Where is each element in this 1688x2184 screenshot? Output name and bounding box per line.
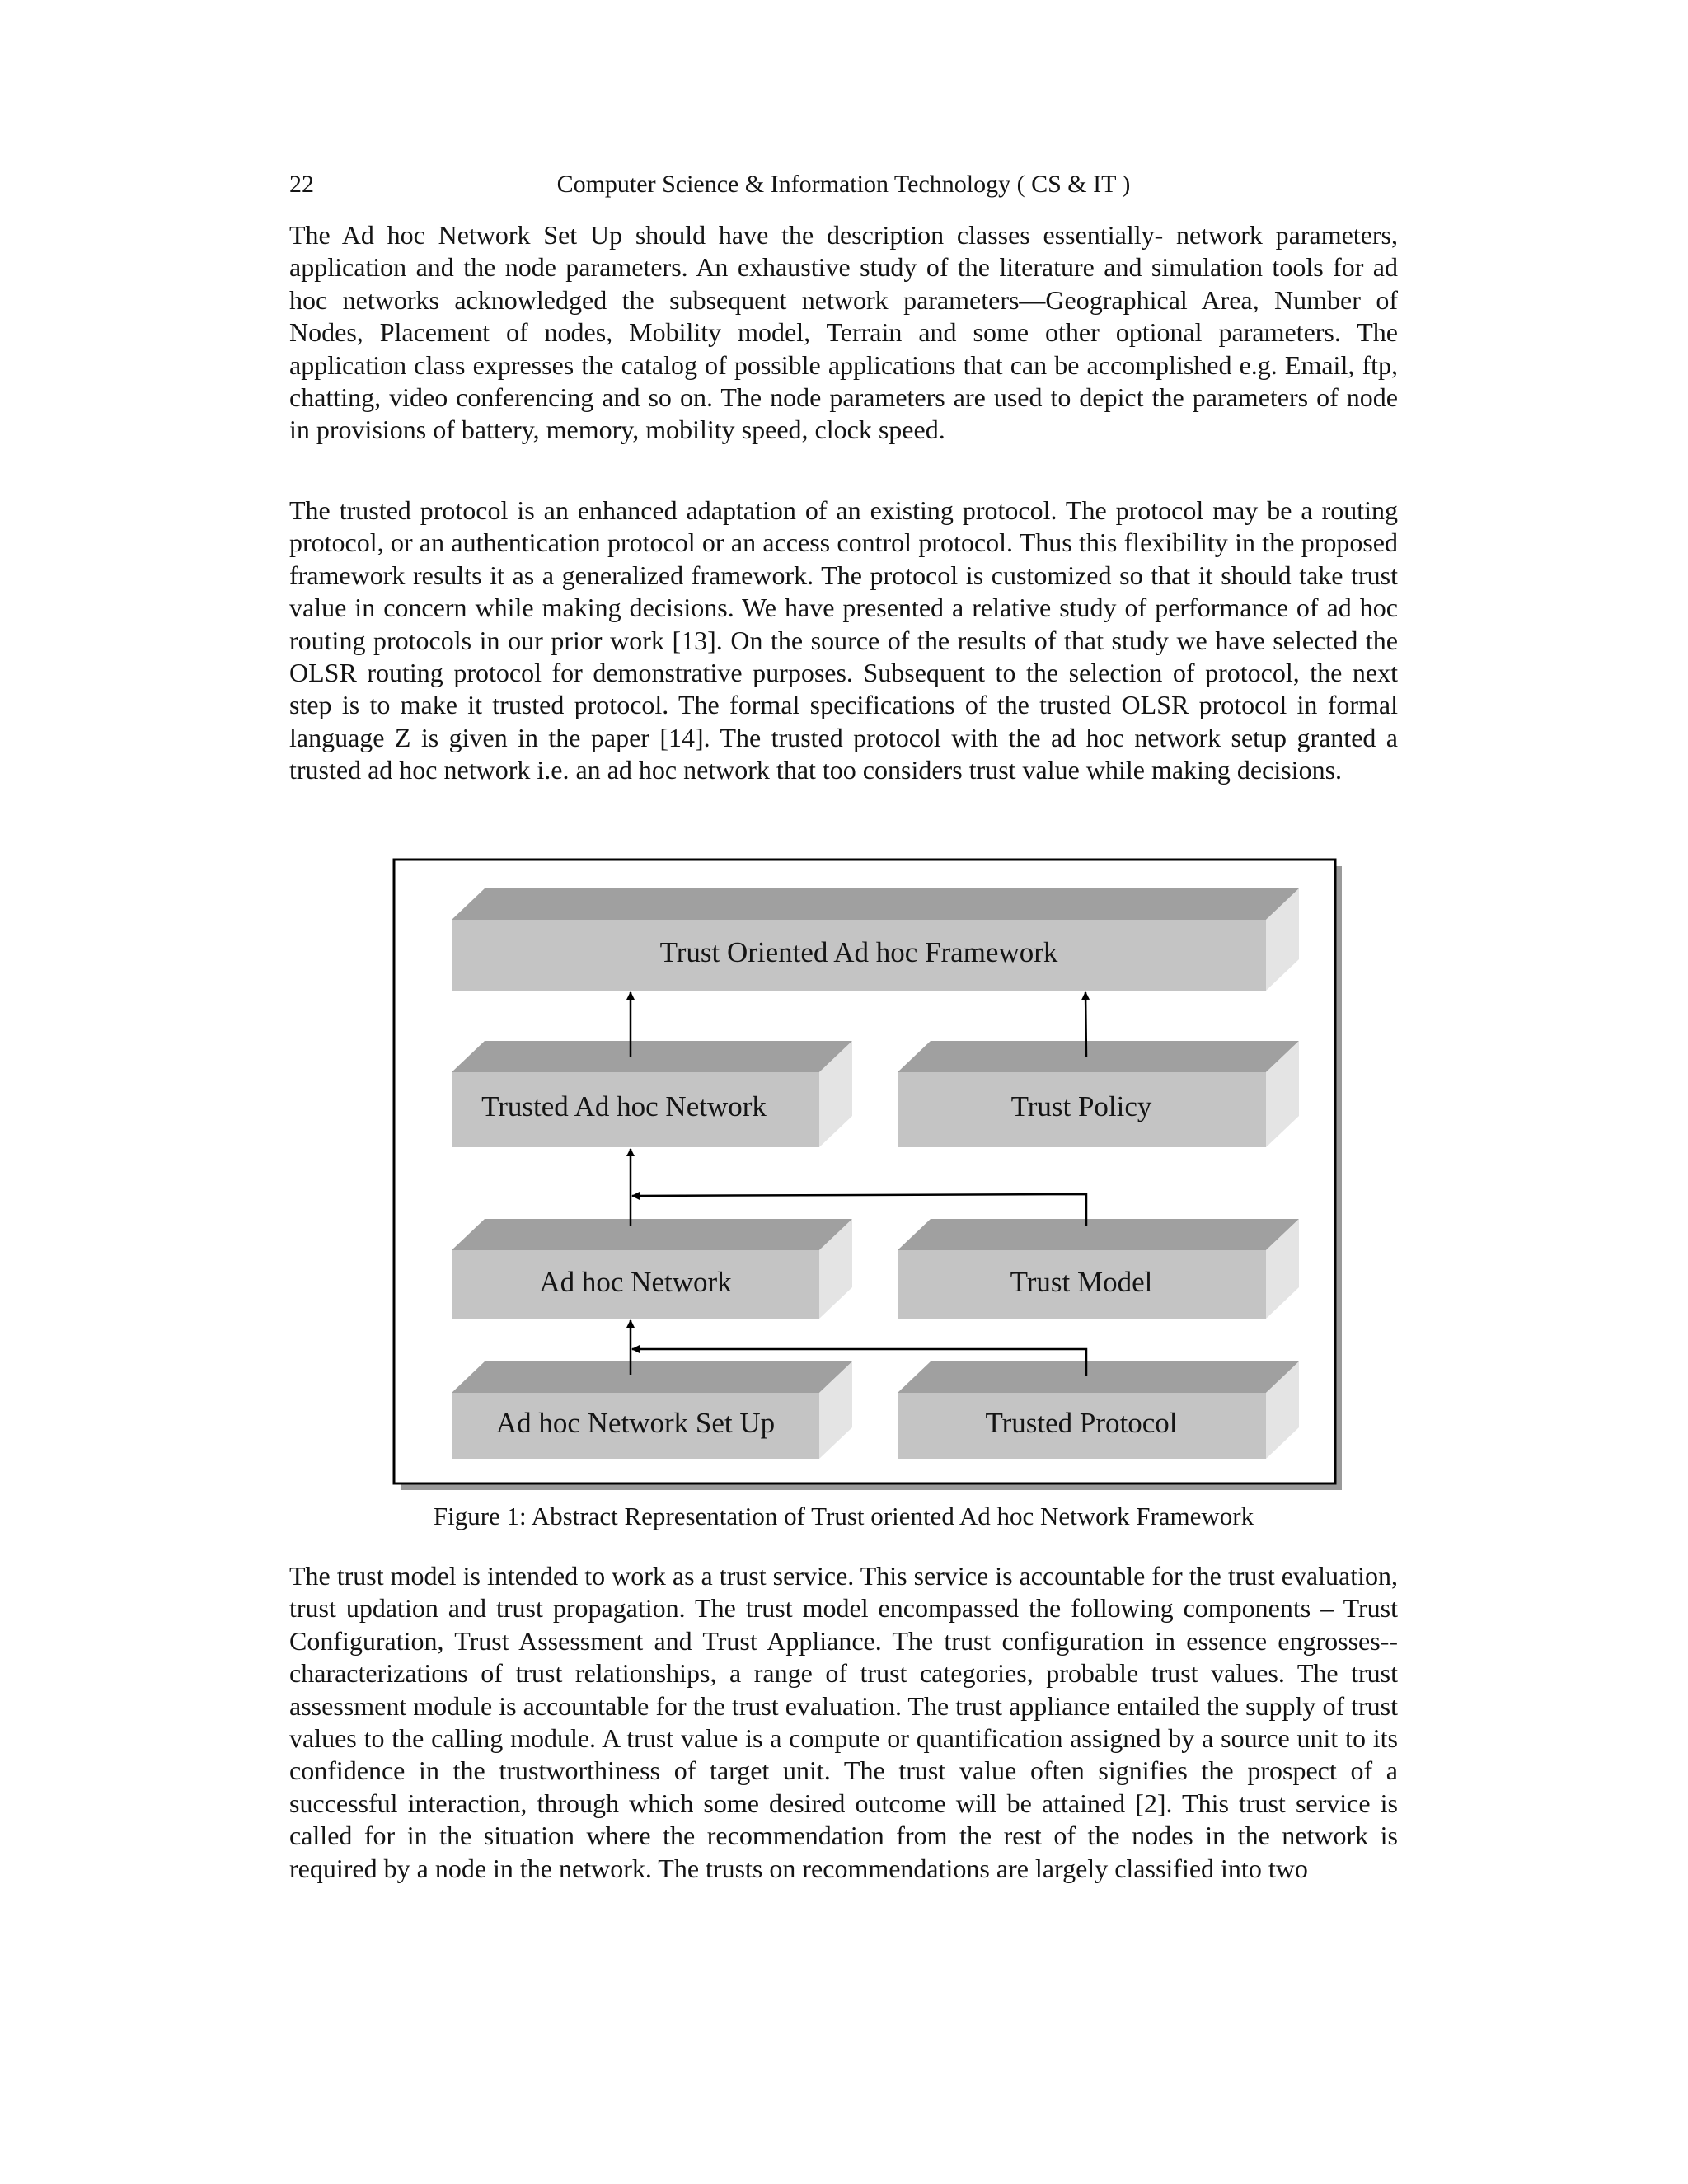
paragraph-trusted-protocol: The trusted protocol is an enhanced adaptation of an existing protocol. The protocol may be a routing protocol, or an authentication protocol or an access control protocol. Thus this flexibility in the proposed framework results it as a generalized framework. The protocol is customized so that it should take trust value in concern while making decisions. We have presented a relative study of performance of ad hoc routing protocols in our prior work [13]. On the source of the results of that study we have selected the OLSR routing protocol for demonstrative purposes. Subsequent to the selection of protocol, the next step is to make it trusted protocol. The formal specifications of the trusted OLSR protocol in formal language Z is given in the paper [14]. The trusted protocol with the ad hoc network setup granted a trusted ad hoc network i.e. an ad hoc network that too considers trust value while making decisions. — [289, 495, 1398, 785]
box-trust-policy — [898, 1041, 1299, 1147]
box-top-face — [898, 1219, 1299, 1250]
box-trusted-protocol — [898, 1361, 1299, 1459]
box-top-face — [452, 1361, 852, 1393]
box-label-adhoc-network: Ad hoc Network — [539, 1266, 732, 1299]
figure-caption: Figure 1: Abstract Representation of Trust oriented Ad hoc Network Framework — [433, 1502, 1254, 1530]
box-label-network-setup: Ad hoc Network Set Up — [495, 1407, 776, 1440]
box-label-framework: Trust Oriented Ad hoc Framework — [659, 936, 1058, 969]
arrow-trust-policy-to-framework — [1085, 992, 1086, 1057]
box-label-trust-model: Trust Model — [1010, 1266, 1153, 1299]
paragraph-network-setup: The Ad hoc Network Set Up should have the description classes essentially- network parameters, application and the node parameters. An exhaustive study of the literature and simulation tools for ad hoc networks acknowledged the subsequent network parameters—Geographical Area, Number of Nodes, Placement of nodes, Mobility model, Terrain and some other optional parameters. The application class expresses the catalog of possible applications that can be accomplished e.g. Email, ftp, chatting, video conferencing and so on. The node parameters are used to depict the parameters of node in provisions of battery, memory, mobility speed, clock speed. — [289, 220, 1398, 445]
box-trusted-adhoc-network — [452, 1041, 852, 1147]
box-label-trust-policy: Trust Policy — [1010, 1090, 1152, 1123]
box-top-face — [452, 1219, 852, 1250]
box-trust-oriented-framework — [452, 888, 1299, 991]
paragraph-trust-model: The trust model is intended to work as a trust service. This service is accountable for the trust evaluation, trust updation and trust propagation. The trust model encompassed the following components – Trust Configuration, Trust Assessment and Trust Appliance. The trust configuration in essence engrosses-- characterizations of trust relationships, a range of trust categories, probable trust values. The trust assessment module is accountable for the trust evaluation. The trust appliance entailed the supply of trust values to the calling module. A trust value is a compute or quantification assigned by a source unit to its confidence in the trustworthiness of target unit. The trust value often signifies the prospect of a successful interaction, through which some desired outcome will be attained [2]. This trust service is called for in the situation where the recommendation from the rest of the nodes in the network is required by a node in the network. The trusts on recommendations are largely classified into two — [289, 1561, 1398, 1883]
box-top-face — [898, 1041, 1299, 1072]
box-label-trusted-protocol: Trusted Protocol — [985, 1407, 1178, 1440]
box-top-face — [898, 1361, 1299, 1393]
page-number: 22 — [289, 171, 314, 198]
box-top-face — [452, 888, 1299, 920]
box-adhoc-network-setup — [452, 1361, 852, 1459]
box-trust-model — [898, 1219, 1299, 1319]
running-title: Computer Science & Information Technology ( CS & IT ) — [556, 171, 1131, 198]
box-label-trusted-network: Trusted Ad hoc Network — [481, 1090, 767, 1123]
box-adhoc-network — [452, 1219, 852, 1319]
box-top-face — [452, 1041, 852, 1072]
